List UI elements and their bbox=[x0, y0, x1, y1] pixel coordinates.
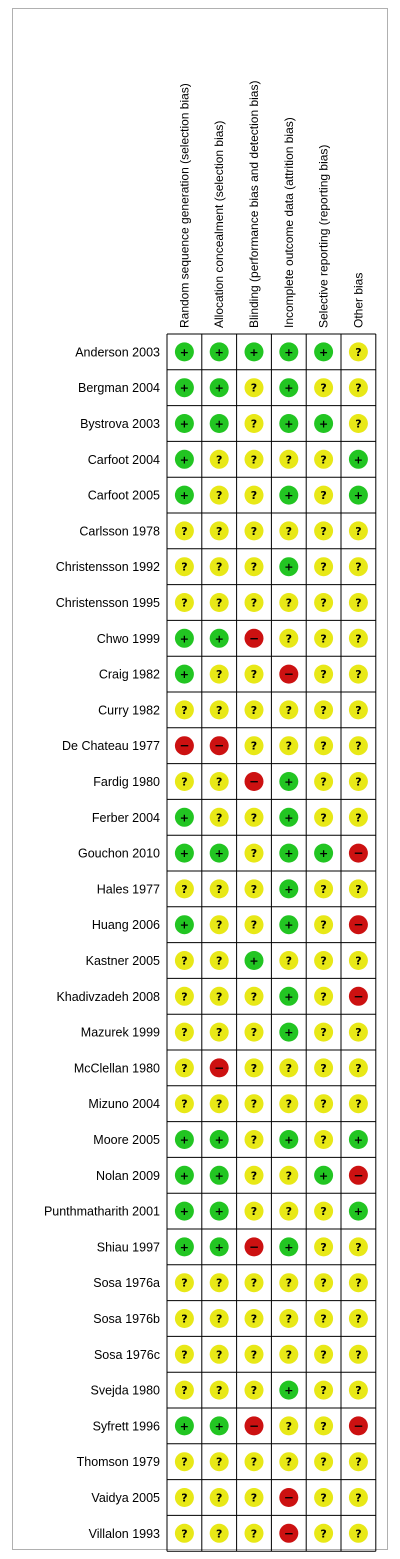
row-label: Fardig 1980 bbox=[93, 775, 160, 789]
judgement-low-symbol: + bbox=[214, 1133, 224, 1147]
judgement-unclear-symbol: ? bbox=[320, 1384, 327, 1398]
judgement-unclear-symbol: ? bbox=[355, 1384, 362, 1398]
judgement-unclear-symbol: ? bbox=[250, 1312, 258, 1326]
judgement-unclear-symbol: ? bbox=[320, 632, 327, 646]
judgement-unclear-symbol: ? bbox=[355, 524, 362, 538]
judgement-unclear-symbol: ? bbox=[320, 811, 327, 825]
row-label: Sosa 1976b bbox=[93, 1312, 160, 1326]
judgement-unclear-symbol: ? bbox=[355, 1491, 362, 1505]
judgement-high-symbol: − bbox=[353, 1168, 364, 1183]
judgement-unclear-symbol: ? bbox=[320, 918, 327, 932]
judgement-unclear-symbol: ? bbox=[285, 1455, 292, 1469]
judgement-high-symbol: − bbox=[179, 738, 190, 753]
judgement-unclear-symbol: ? bbox=[320, 775, 327, 789]
judgement-unclear-symbol: ? bbox=[285, 703, 292, 717]
judgement-high-symbol: − bbox=[283, 1526, 294, 1541]
judgement-unclear-symbol: ? bbox=[355, 1097, 362, 1111]
judgement-unclear-symbol: ? bbox=[181, 1026, 188, 1040]
judgement-unclear-symbol: ? bbox=[355, 1276, 362, 1290]
judgement-unclear-symbol: ? bbox=[250, 918, 258, 932]
judgement-unclear-symbol: ? bbox=[285, 954, 292, 968]
row-label: Moore 2005 bbox=[93, 1133, 160, 1147]
judgement-low-symbol: + bbox=[214, 1205, 224, 1219]
judgement-low-symbol: + bbox=[179, 453, 190, 467]
judgement-unclear-symbol: ? bbox=[216, 453, 223, 467]
judgement-high-symbol: − bbox=[214, 1060, 225, 1075]
judgement-low-symbol: + bbox=[318, 1169, 329, 1183]
judgement-unclear-symbol: ? bbox=[250, 381, 258, 395]
row-label: Carlsson 1978 bbox=[79, 524, 160, 539]
judgement-unclear-symbol: ? bbox=[181, 1348, 188, 1362]
judgement-unclear-symbol: ? bbox=[216, 1312, 223, 1326]
judgement-high-symbol: − bbox=[353, 917, 364, 932]
judgement-low-symbol: + bbox=[284, 775, 294, 789]
judgement-unclear-symbol: ? bbox=[320, 524, 327, 538]
judgement-unclear-symbol: ? bbox=[250, 668, 258, 682]
judgement-unclear-symbol: ? bbox=[320, 1097, 327, 1111]
judgement-low-symbol: + bbox=[179, 1205, 190, 1219]
judgement-unclear-symbol: ? bbox=[320, 560, 327, 574]
judgement-low-symbol: + bbox=[214, 1169, 224, 1183]
row-label: Svejda 1980 bbox=[90, 1383, 160, 1398]
judgement-unclear-symbol: ? bbox=[216, 524, 223, 538]
judgement-unclear-symbol: ? bbox=[216, 954, 223, 968]
judgement-unclear-symbol: ? bbox=[320, 990, 327, 1004]
column-label-4: Incomplete outcome data (attrition bias) bbox=[281, 117, 296, 328]
judgement-unclear-symbol: ? bbox=[320, 1026, 327, 1040]
column-label-1: Random sequence generation (selection bias) bbox=[177, 83, 192, 328]
judgement-low-symbol: + bbox=[179, 1240, 190, 1254]
judgement-unclear-symbol: ? bbox=[320, 1491, 327, 1505]
judgement-low-symbol: + bbox=[353, 489, 364, 503]
judgement-unclear-symbol: ? bbox=[216, 990, 223, 1004]
judgement-unclear-symbol: ? bbox=[355, 632, 362, 646]
judgement-unclear-symbol: ? bbox=[285, 1061, 292, 1075]
judgement-unclear-symbol: ? bbox=[216, 1455, 223, 1469]
judgement-unclear-symbol: ? bbox=[320, 703, 327, 717]
judgement-low-symbol: + bbox=[179, 632, 190, 646]
judgement-high-symbol: − bbox=[214, 738, 225, 753]
judgement-high-symbol: − bbox=[248, 1418, 260, 1433]
judgement-unclear-symbol: ? bbox=[181, 954, 188, 968]
judgement-unclear-symbol: ? bbox=[216, 560, 223, 574]
row-label: Shiau 1997 bbox=[96, 1240, 160, 1255]
judgement-unclear-symbol: ? bbox=[355, 775, 362, 789]
judgement-unclear-symbol: ? bbox=[285, 739, 292, 753]
judgement-low-symbol: + bbox=[284, 560, 294, 574]
judgement-unclear-symbol: ? bbox=[320, 1240, 327, 1254]
row-label: Syfrett 1996 bbox=[92, 1419, 160, 1434]
judgement-unclear-symbol: ? bbox=[320, 596, 327, 610]
judgement-unclear-symbol: ? bbox=[181, 1527, 188, 1541]
judgement-low-symbol: + bbox=[214, 381, 224, 395]
judgement-low-symbol: + bbox=[179, 1133, 190, 1147]
judgement-unclear-symbol: ? bbox=[216, 1026, 223, 1040]
row-label: Sosa 1976a bbox=[93, 1276, 160, 1291]
judgement-unclear-symbol: ? bbox=[181, 596, 188, 610]
judgement-unclear-symbol: ? bbox=[250, 1348, 258, 1362]
judgement-low-symbol: + bbox=[179, 417, 190, 431]
judgement-unclear-symbol: ? bbox=[320, 489, 327, 503]
judgement-low-symbol: + bbox=[179, 381, 190, 395]
judgement-unclear-symbol: ? bbox=[250, 1205, 258, 1219]
judgement-unclear-symbol: ? bbox=[320, 1348, 327, 1362]
row-label: Huang 2006 bbox=[91, 918, 160, 933]
judgement-unclear-symbol: ? bbox=[285, 524, 292, 538]
judgement-unclear-symbol: ? bbox=[181, 1455, 188, 1469]
judgement-unclear-symbol: ? bbox=[355, 739, 362, 753]
judgement-unclear-symbol: ? bbox=[216, 489, 223, 503]
row-label: Villalon 1993 bbox=[88, 1526, 160, 1541]
judgement-unclear-symbol: ? bbox=[320, 739, 327, 753]
judgement-low-symbol: + bbox=[284, 811, 294, 825]
judgement-low-symbol: + bbox=[179, 668, 190, 682]
judgement-unclear-symbol: ? bbox=[216, 703, 223, 717]
judgement-low-symbol: + bbox=[249, 954, 259, 968]
row-label: Carfoot 2004 bbox=[87, 452, 160, 467]
judgement-unclear-symbol: ? bbox=[285, 453, 292, 467]
judgement-unclear-symbol: ? bbox=[355, 882, 362, 896]
row-label: Punthmatharith 2001 bbox=[43, 1204, 160, 1219]
judgement-unclear-symbol: ? bbox=[320, 1205, 327, 1219]
judgement-unclear-symbol: ? bbox=[320, 668, 327, 682]
judgement-unclear-symbol: ? bbox=[216, 775, 223, 789]
judgement-unclear-symbol: ? bbox=[250, 847, 258, 861]
judgement-high-symbol: − bbox=[353, 846, 364, 861]
judgement-unclear-symbol: ? bbox=[320, 1455, 327, 1469]
judgement-unclear-symbol: ? bbox=[216, 1384, 223, 1398]
judgement-unclear-symbol: ? bbox=[285, 1276, 292, 1290]
judgement-unclear-symbol: ? bbox=[355, 1240, 362, 1254]
row-label: Nolan 2009 bbox=[96, 1168, 160, 1183]
judgement-unclear-symbol: ? bbox=[216, 596, 223, 610]
judgement-unclear-symbol: ? bbox=[285, 1205, 292, 1219]
column-label-3: Blinding (performance bias and detection bias) bbox=[247, 80, 261, 328]
row-label: Bystrova 2003 bbox=[80, 417, 160, 431]
judgement-low-symbol: + bbox=[179, 811, 190, 825]
judgement-unclear-symbol: ? bbox=[355, 1061, 362, 1075]
judgement-unclear-symbol: ? bbox=[285, 632, 292, 646]
judgement-low-symbol: + bbox=[284, 1133, 294, 1147]
judgement-low-symbol: + bbox=[284, 1384, 294, 1398]
judgement-low-symbol: + bbox=[214, 632, 224, 646]
judgement-unclear-symbol: ? bbox=[216, 1348, 223, 1362]
judgement-unclear-symbol: ? bbox=[285, 596, 292, 610]
judgement-low-symbol: + bbox=[284, 918, 294, 932]
row-label: Carfoot 2005 bbox=[87, 488, 160, 503]
judgement-unclear-symbol: ? bbox=[181, 1097, 188, 1111]
judgement-low-symbol: + bbox=[284, 381, 294, 395]
judgement-low-symbol: + bbox=[179, 847, 190, 861]
judgement-unclear-symbol: ? bbox=[250, 1133, 258, 1147]
judgement-low-symbol: + bbox=[249, 345, 259, 359]
judgement-unclear-symbol: ? bbox=[250, 524, 258, 538]
judgement-unclear-symbol: ? bbox=[250, 489, 258, 503]
judgement-unclear-symbol: ? bbox=[181, 524, 188, 538]
judgement-unclear-symbol: ? bbox=[250, 1169, 258, 1183]
row-label: Christensson 1992 bbox=[55, 560, 160, 575]
judgement-unclear-symbol: ? bbox=[355, 703, 362, 717]
judgement-unclear-symbol: ? bbox=[355, 1312, 362, 1326]
judgement-unclear-symbol: ? bbox=[355, 596, 362, 610]
judgement-unclear-symbol: ? bbox=[250, 882, 258, 896]
row-label: Chwo 1999 bbox=[96, 631, 160, 646]
row-label: McClellan 1980 bbox=[73, 1061, 160, 1076]
judgement-high-symbol: − bbox=[353, 989, 364, 1004]
judgement-unclear-symbol: ? bbox=[355, 954, 362, 968]
judgement-unclear-symbol: ? bbox=[181, 990, 188, 1004]
judgement-unclear-symbol: ? bbox=[285, 1348, 292, 1362]
judgement-low-symbol: + bbox=[214, 1240, 224, 1254]
judgement-unclear-symbol: ? bbox=[320, 954, 327, 968]
judgement-unclear-symbol: ? bbox=[216, 882, 223, 896]
row-label: Mizuno 2004 bbox=[88, 1097, 160, 1112]
judgement-unclear-symbol: ? bbox=[320, 1527, 327, 1541]
judgement-low-symbol: + bbox=[284, 489, 294, 503]
column-label-6: Other bias bbox=[351, 272, 366, 328]
row-label: Ferber 2004 bbox=[91, 810, 160, 825]
judgement-unclear-symbol: ? bbox=[216, 668, 223, 682]
judgement-unclear-symbol: ? bbox=[250, 1527, 258, 1541]
judgement-unclear-symbol: ? bbox=[250, 703, 258, 717]
judgement-unclear-symbol: ? bbox=[250, 811, 258, 825]
judgement-high-symbol: − bbox=[283, 667, 294, 682]
judgement-low-symbol: + bbox=[284, 1026, 294, 1040]
judgement-unclear-symbol: ? bbox=[250, 1276, 258, 1290]
judgement-low-symbol: + bbox=[214, 417, 224, 431]
judgement-high-symbol: − bbox=[248, 1239, 260, 1254]
judgement-unclear-symbol: ? bbox=[216, 918, 223, 932]
judgement-high-symbol: − bbox=[353, 1418, 364, 1433]
judgement-high-symbol: − bbox=[248, 774, 260, 789]
judgement-low-symbol: + bbox=[179, 918, 190, 932]
row-label: Khadivzadeh 2008 bbox=[56, 989, 160, 1004]
judgement-low-symbol: + bbox=[214, 345, 224, 359]
judgement-unclear-symbol: ? bbox=[181, 882, 188, 896]
judgement-unclear-symbol: ? bbox=[355, 1455, 362, 1469]
judgement-unclear-symbol: ? bbox=[320, 882, 327, 896]
row-label: Hales 1977 bbox=[96, 882, 160, 897]
judgement-unclear-symbol: ? bbox=[320, 1133, 327, 1147]
judgement-unclear-symbol: ? bbox=[285, 1419, 292, 1433]
judgement-unclear-symbol: ? bbox=[250, 1097, 258, 1111]
judgement-unclear-symbol: ? bbox=[250, 560, 258, 574]
judgement-high-symbol: − bbox=[248, 631, 260, 646]
column-label-5: Selective reporting (reporting bias) bbox=[316, 144, 331, 328]
column-label-2: Allocation concealment (selection bias) bbox=[212, 120, 227, 328]
judgement-unclear-symbol: ? bbox=[216, 811, 223, 825]
judgement-unclear-symbol: ? bbox=[355, 668, 362, 682]
judgement-low-symbol: + bbox=[284, 417, 294, 431]
judgement-unclear-symbol: ? bbox=[250, 990, 258, 1004]
judgement-low-symbol: + bbox=[179, 1419, 190, 1433]
judgement-low-symbol: + bbox=[318, 417, 329, 431]
judgement-low-symbol: + bbox=[179, 1169, 190, 1183]
row-label: Kastner 2005 bbox=[85, 954, 160, 968]
judgement-unclear-symbol: ? bbox=[250, 1026, 258, 1040]
judgement-unclear-symbol: ? bbox=[181, 1491, 188, 1505]
judgement-low-symbol: + bbox=[284, 345, 294, 359]
judgement-low-symbol: + bbox=[353, 1133, 364, 1147]
judgement-unclear-symbol: ? bbox=[250, 596, 258, 610]
judgement-unclear-symbol: ? bbox=[216, 1527, 223, 1541]
judgement-unclear-symbol: ? bbox=[216, 1276, 223, 1290]
judgement-low-symbol: + bbox=[284, 847, 294, 861]
judgement-unclear-symbol: ? bbox=[355, 1348, 362, 1362]
judgement-low-symbol: + bbox=[214, 847, 224, 861]
row-label: Vaidya 2005 bbox=[91, 1491, 160, 1505]
judgement-low-symbol: + bbox=[353, 1205, 364, 1219]
judgement-unclear-symbol: ? bbox=[250, 1061, 258, 1075]
judgement-low-symbol: + bbox=[284, 1240, 294, 1254]
judgement-unclear-symbol: ? bbox=[355, 1527, 362, 1541]
row-label: Curry 1982 bbox=[98, 703, 160, 718]
judgement-low-symbol: + bbox=[318, 847, 329, 861]
judgement-unclear-symbol: ? bbox=[181, 1384, 188, 1398]
judgement-low-symbol: + bbox=[179, 489, 190, 503]
row-label: Gouchon 2010 bbox=[77, 846, 160, 861]
judgement-unclear-symbol: ? bbox=[320, 381, 327, 395]
judgement-unclear-symbol: ? bbox=[320, 1061, 327, 1075]
judgement-unclear-symbol: ? bbox=[355, 560, 362, 574]
judgement-unclear-symbol: ? bbox=[181, 560, 188, 574]
judgement-unclear-symbol: ? bbox=[285, 1169, 292, 1183]
judgement-unclear-symbol: ? bbox=[250, 453, 258, 467]
judgement-low-symbol: + bbox=[284, 882, 294, 896]
judgement-unclear-symbol: ? bbox=[250, 1455, 258, 1469]
judgement-low-symbol: + bbox=[353, 453, 364, 467]
judgement-unclear-symbol: ? bbox=[320, 1312, 327, 1326]
judgement-unclear-symbol: ? bbox=[181, 703, 188, 717]
row-label: De Chateau 1977 bbox=[62, 739, 160, 754]
judgement-unclear-symbol: ? bbox=[355, 417, 362, 431]
judgement-unclear-symbol: ? bbox=[320, 1419, 327, 1433]
judgement-unclear-symbol: ? bbox=[181, 1276, 188, 1290]
judgement-unclear-symbol: ? bbox=[216, 1491, 223, 1505]
judgement-unclear-symbol: ? bbox=[250, 1384, 258, 1398]
judgement-unclear-symbol: ? bbox=[355, 381, 362, 395]
row-label: Thomson 1979 bbox=[76, 1455, 160, 1470]
judgement-unclear-symbol: ? bbox=[355, 345, 362, 359]
judgement-unclear-symbol: ? bbox=[181, 775, 188, 789]
judgement-unclear-symbol: ? bbox=[216, 1097, 223, 1111]
row-label: Bergman 2004 bbox=[77, 381, 160, 396]
judgement-low-symbol: + bbox=[318, 345, 329, 359]
judgement-unclear-symbol: ? bbox=[181, 1061, 188, 1075]
judgement-unclear-symbol: ? bbox=[355, 1026, 362, 1040]
judgement-unclear-symbol: ? bbox=[285, 1312, 292, 1326]
row-label: Sosa 1976c bbox=[93, 1347, 160, 1362]
judgement-low-symbol: + bbox=[284, 990, 294, 1004]
judgement-unclear-symbol: ? bbox=[181, 1312, 188, 1326]
judgement-unclear-symbol: ? bbox=[320, 1276, 327, 1290]
judgement-unclear-symbol: ? bbox=[355, 811, 362, 825]
judgement-unclear-symbol: ? bbox=[250, 739, 258, 753]
row-label: Anderson 2003 bbox=[75, 345, 160, 360]
row-label: Craig 1982 bbox=[98, 667, 160, 682]
judgement-low-symbol: + bbox=[179, 345, 190, 359]
judgement-unclear-symbol: ? bbox=[285, 1097, 292, 1111]
judgement-unclear-symbol: ? bbox=[320, 453, 327, 467]
row-label: Christensson 1995 bbox=[55, 596, 160, 610]
judgement-high-symbol: − bbox=[283, 1490, 294, 1505]
judgement-low-symbol: + bbox=[214, 1419, 224, 1433]
judgement-unclear-symbol: ? bbox=[250, 417, 258, 431]
judgement-unclear-symbol: ? bbox=[250, 1491, 258, 1505]
row-label: Mazurek 1999 bbox=[80, 1025, 160, 1040]
